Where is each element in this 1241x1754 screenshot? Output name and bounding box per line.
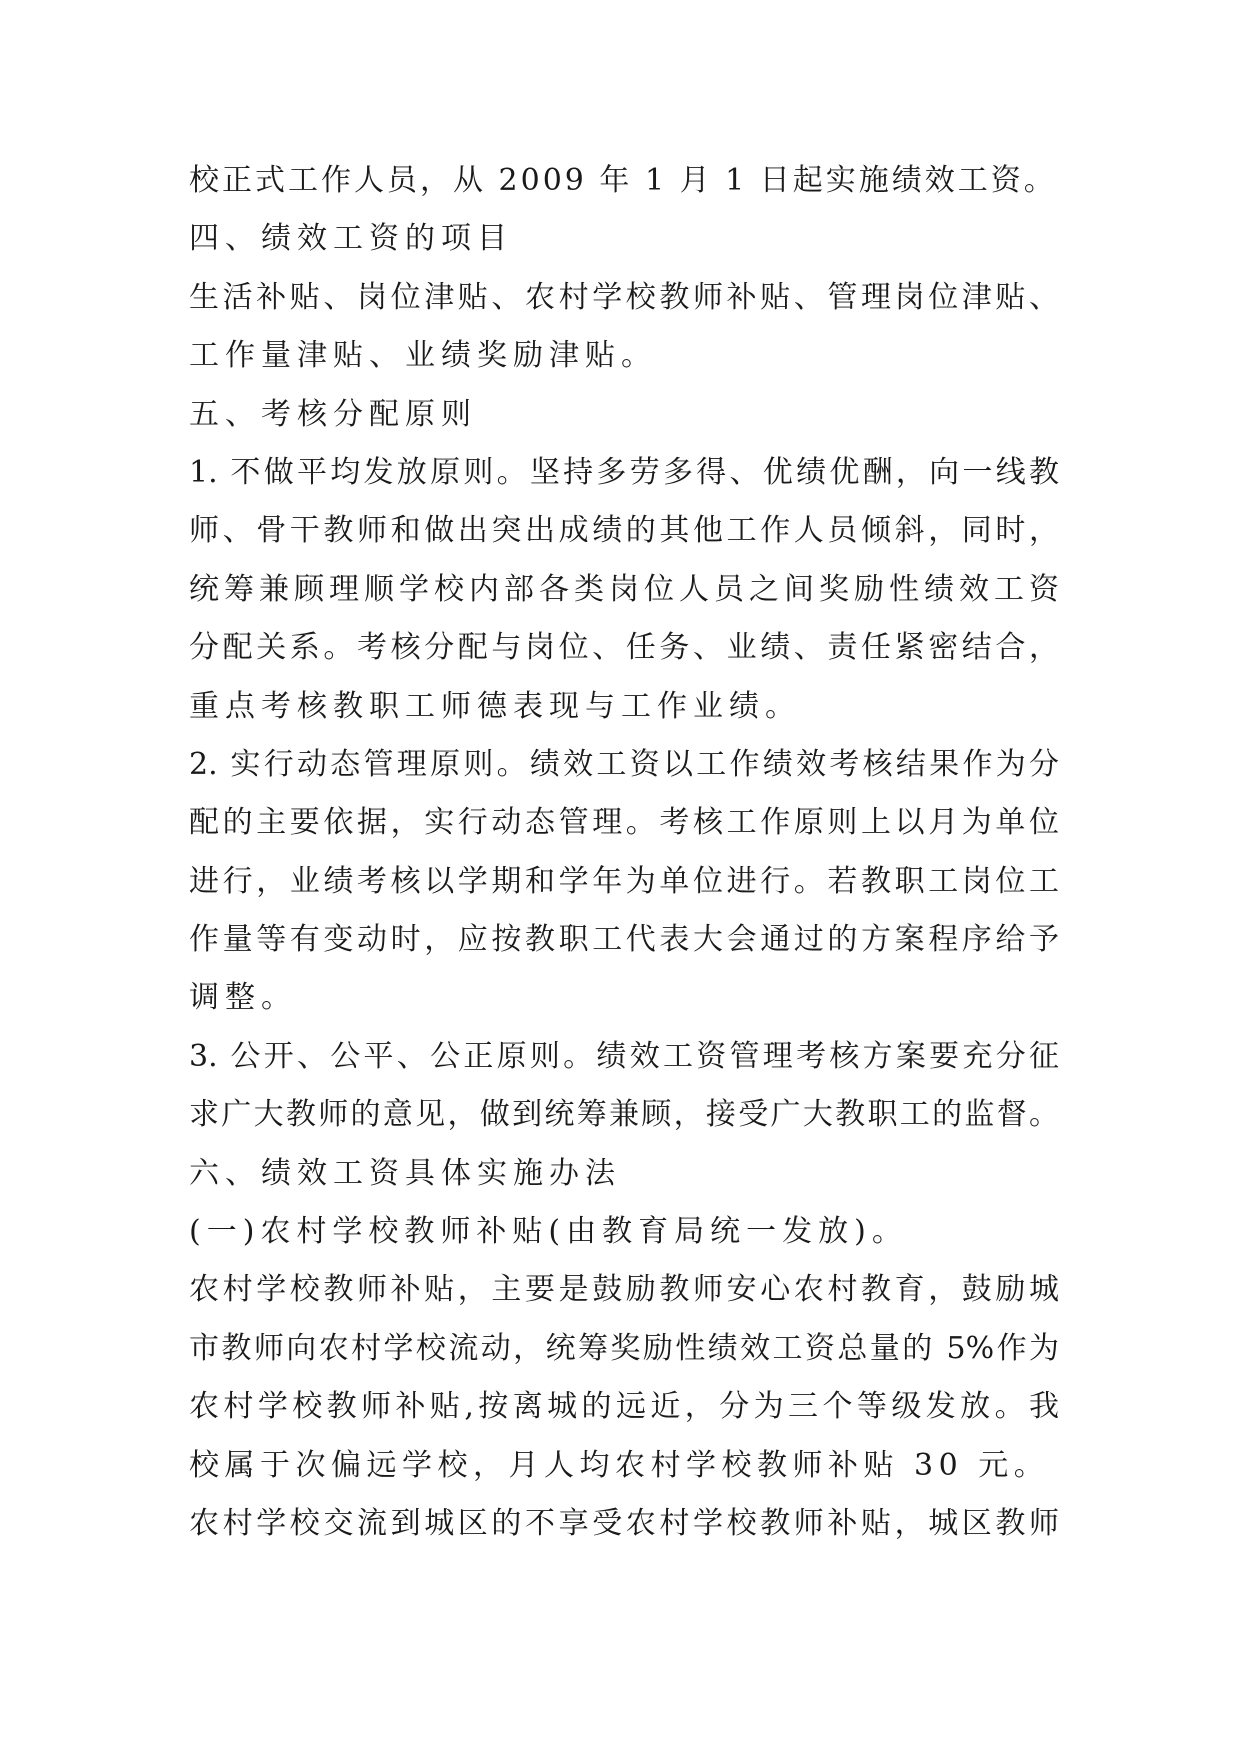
paragraph-line: 1. 不做平均发放原则。坚持多劳多得、优绩优酬，向一线教: [189, 454, 1059, 490]
paragraph-line: 校正式工作人员，从 2009 年 1 月 1 日起实施绩效工资。: [189, 163, 1057, 198]
paragraph-line: 师、骨干教师和做出突出成绩的其他工作人员倾斜，同时，: [189, 513, 1059, 549]
paragraph-line: 求广大教师的意见，做到统筹兼顾，接受广大教职工的监督。: [189, 1097, 1059, 1133]
paragraph-line: 进行，业绩考核以学期和学年为单位进行。若教职工岗位工: [189, 863, 1059, 899]
body-text: [189, 152, 1059, 1553]
section-heading: 四、绩效工资的项目: [189, 221, 513, 257]
paragraph-line: 市教师向农村学校流动，统筹奖励性绩效工资总量的 5%作为: [189, 1330, 1059, 1366]
paragraph-line: 统筹兼顾理顺学校内部各类岗位人员之间奖励性绩效工资: [189, 571, 1059, 607]
paragraph-line: 校属于次偏远学校，月人均农村学校教师补贴 30 元。: [189, 1447, 1050, 1483]
paragraph-line: 生活补贴、岗位津贴、农村学校教师补贴、管理岗位津贴、: [189, 279, 1059, 315]
paragraph-line: 2. 实行动态管理原则。绩效工资以工作绩效考核结果作为分: [189, 746, 1059, 782]
paragraph-line: 农村学校交流到城区的不享受农村学校教师补贴，城区教师: [189, 1505, 1059, 1541]
paragraph-line: 农村学校教师补贴，主要是鼓励教师安心农村教育，鼓励城: [189, 1272, 1059, 1308]
section-heading: 五、考核分配原则: [189, 396, 477, 432]
paragraph-line: 调整。: [189, 980, 297, 1016]
section-heading: 六、绩效工资具体实施办法: [189, 1155, 621, 1191]
paragraph-line: 重点考核教职工师德表现与工作业绩。: [189, 688, 801, 724]
paragraph-line: 工作量津贴、业绩奖励津贴。: [189, 338, 657, 374]
paragraph-line: 3. 公开、公平、公正原则。绩效工资管理考核方案要充分征: [189, 1038, 1059, 1074]
paragraph-line: 农村学校教师补贴,按离城的远近，分为三个等级发放。我: [189, 1389, 1059, 1425]
paragraph-line: 作量等有变动时，应按教职工代表大会通过的方案程序给予: [189, 922, 1059, 958]
paragraph-line: 配的主要依据，实行动态管理。考核工作原则上以月为单位: [189, 805, 1059, 841]
paragraph-line: 分配关系。考核分配与岗位、任务、业绩、责任紧密结合，: [189, 630, 1059, 666]
subsection-heading: (一)农村学校教师补贴(由教育局统一发放)。: [189, 1214, 908, 1250]
